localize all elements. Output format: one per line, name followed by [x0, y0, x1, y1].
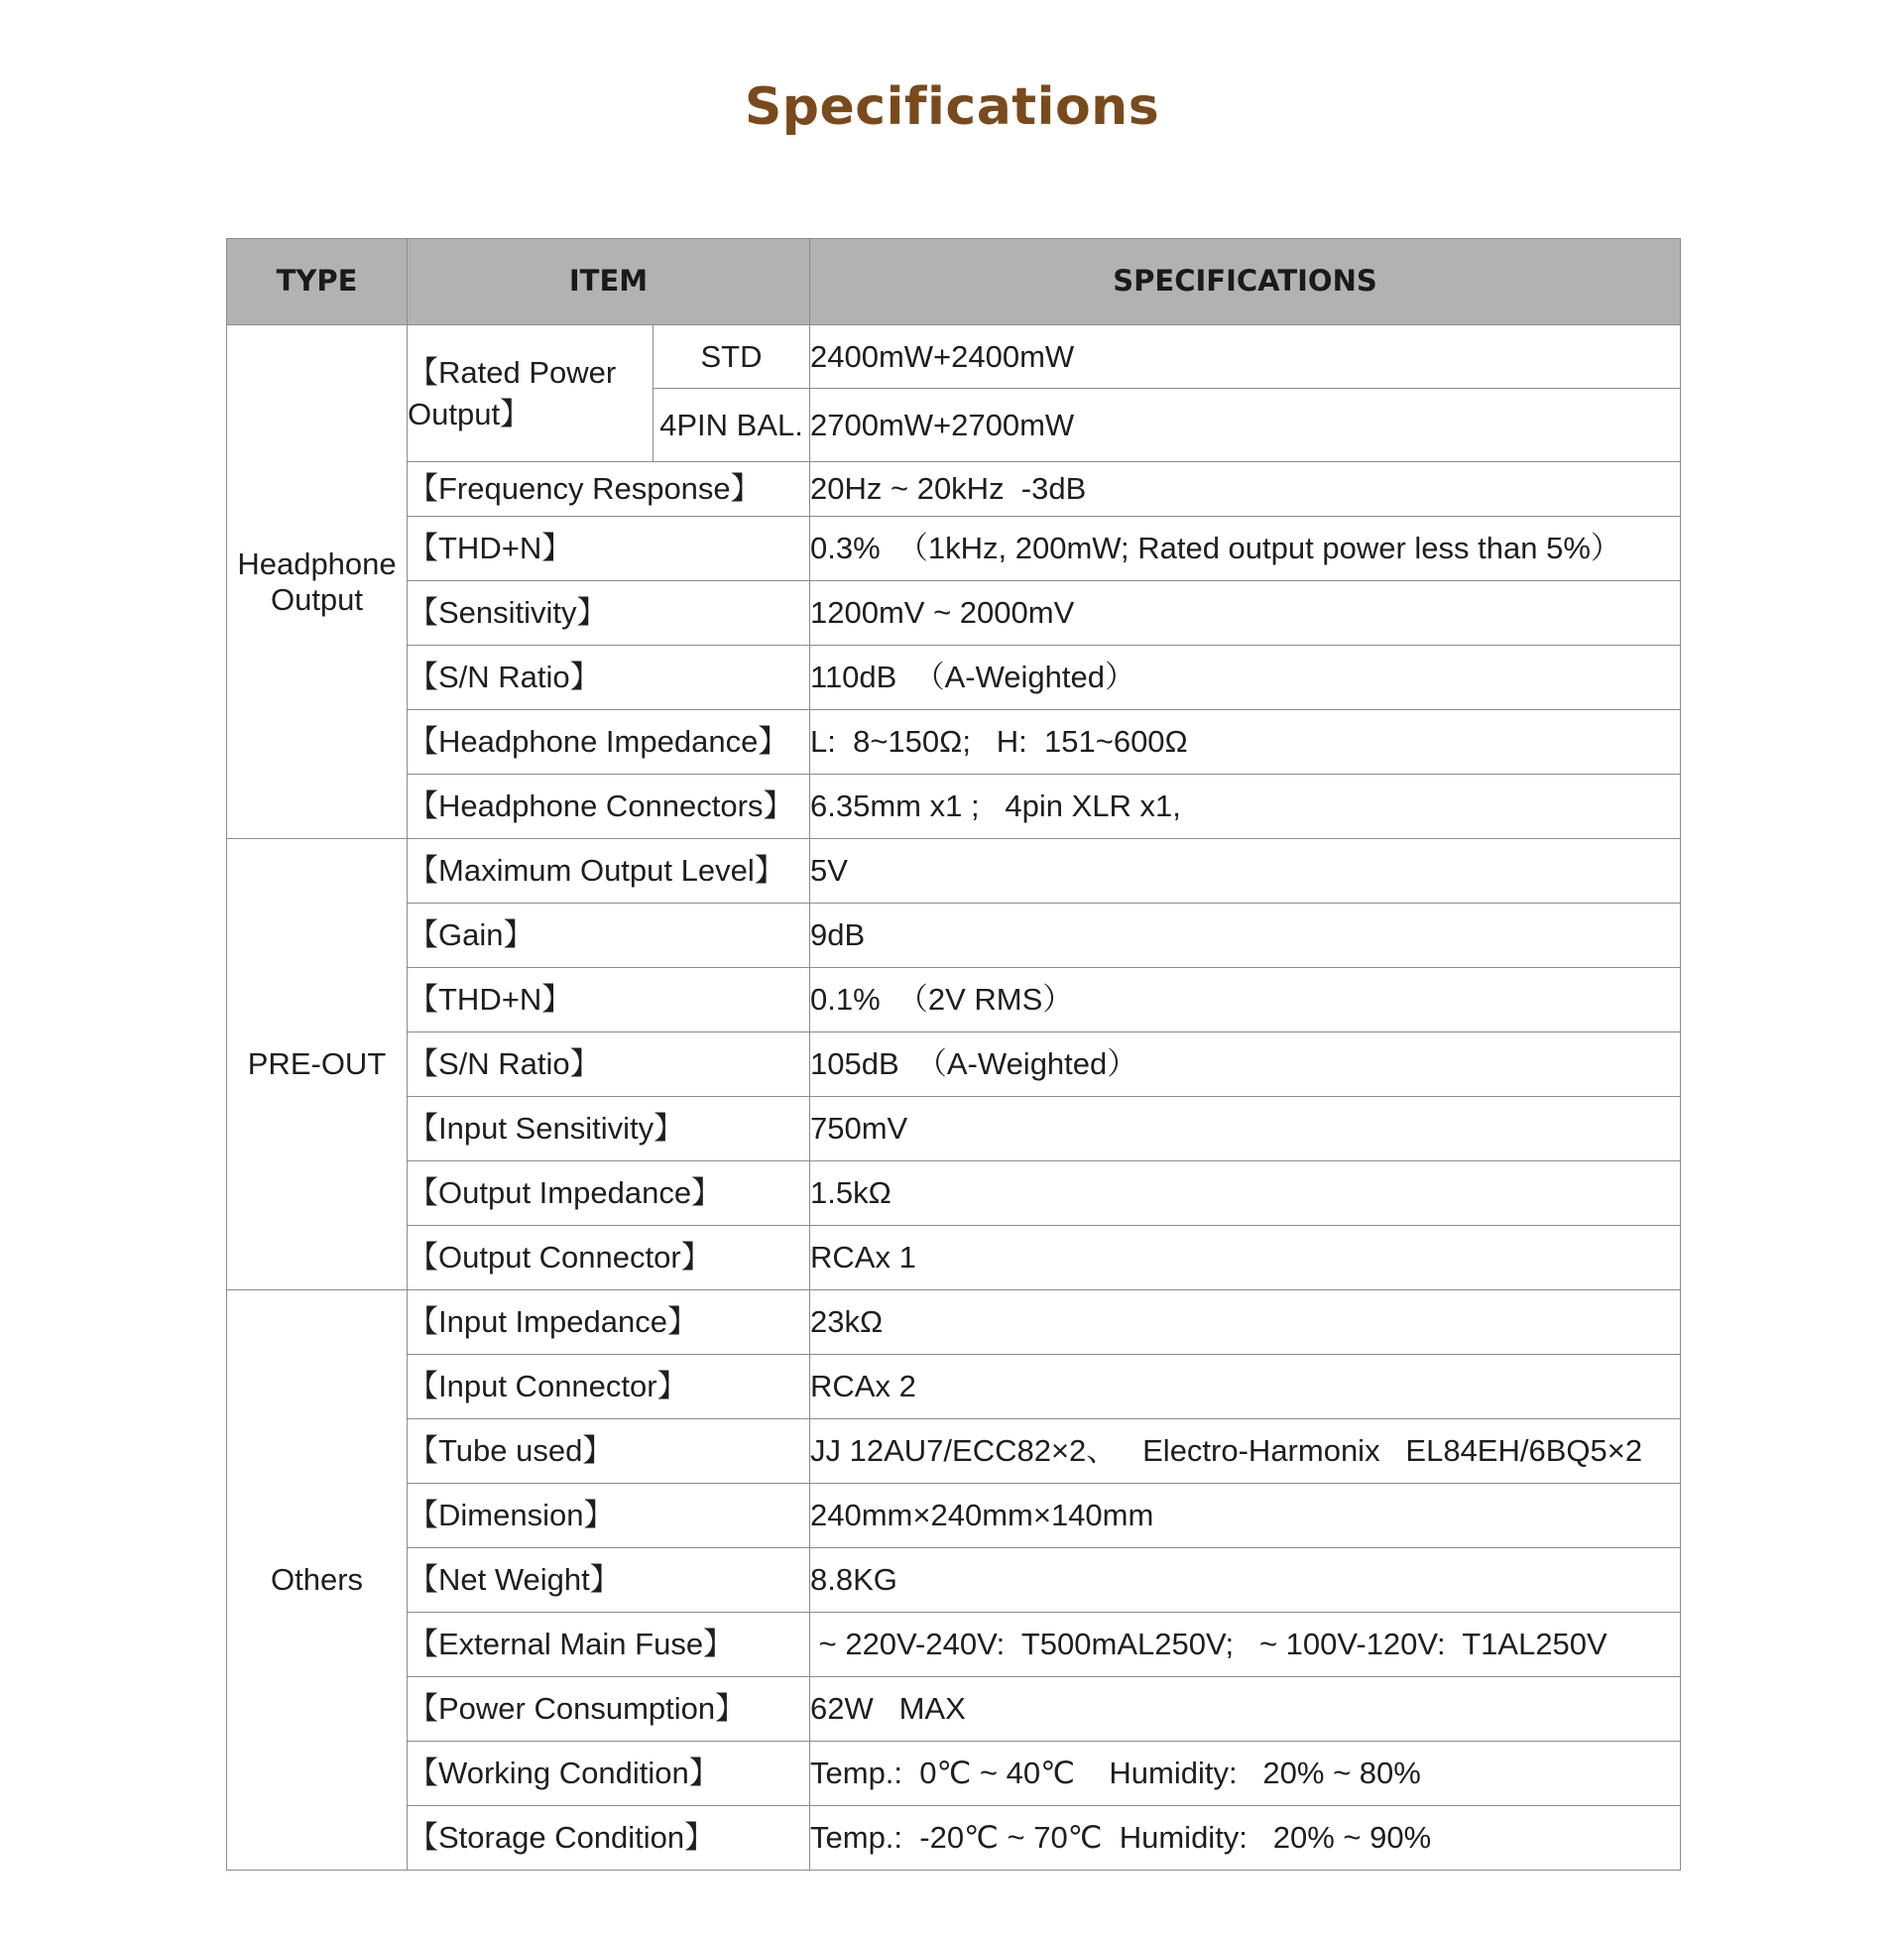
sub-item-std: STD: [654, 325, 810, 389]
item-label: 【Maximum Output Level】: [408, 839, 810, 904]
sub-item-4pin-bal: 4PIN BAL.: [654, 389, 810, 462]
spec-value: RCAx 2: [810, 1355, 1681, 1419]
table-row: [227, 968, 1681, 1032]
item-label: 【Tube used】: [408, 1419, 810, 1484]
item-label: 【Sensitivity】: [408, 581, 810, 646]
table-row: [227, 462, 1681, 517]
table-row: [227, 710, 1681, 775]
item-label: 【Input Sensitivity】: [408, 1097, 810, 1161]
item-label: 【Frequency Response】: [408, 462, 810, 517]
item-label: 【Gain】: [408, 904, 810, 968]
specifications-table: [226, 238, 1681, 1871]
item-label: 【THD+N】: [408, 517, 810, 581]
table-row: [227, 1097, 1681, 1161]
spec-value: 6.35mm x1 ; 4pin XLR x1,: [810, 775, 1681, 839]
table-row: [227, 775, 1681, 839]
spec-value: 1.5kΩ: [810, 1161, 1681, 1226]
table-row: [227, 581, 1681, 646]
item-rated-power-output: 【Rated Power Output】: [408, 325, 654, 462]
table-row: [227, 646, 1681, 710]
item-label: 【Output Connector】: [408, 1226, 810, 1290]
spec-value: 750mV: [810, 1097, 1681, 1161]
table-row: [227, 1613, 1681, 1677]
header-item: ITEM: [408, 239, 810, 325]
table-row: [227, 1226, 1681, 1290]
table-row: [227, 1355, 1681, 1419]
type-headphone-output: Headphone Output: [227, 325, 408, 839]
spec-value: 2400mW+2400mW: [810, 325, 1681, 389]
header-type: TYPE: [227, 239, 408, 325]
table-row: [227, 1677, 1681, 1742]
spec-value: 9dB: [810, 904, 1681, 968]
spec-value: 0.1% （2V RMS）: [810, 968, 1681, 1032]
spec-value: ~ 220V-240V: T500mAL250V; ~ 100V-120V: T1AL250V: [810, 1613, 1681, 1677]
item-label: 【Storage Condition】: [408, 1806, 810, 1871]
item-label: 【Input Impedance】: [408, 1290, 810, 1355]
spec-value: 5V: [810, 839, 1681, 904]
item-label: 【S/N Ratio】: [408, 1032, 810, 1097]
table-row: [227, 517, 1681, 581]
item-label: 【Headphone Impedance】: [408, 710, 810, 775]
table-header-row: [227, 239, 1681, 325]
header-specifications: SPECIFICATIONS: [810, 239, 1681, 325]
spec-value: Temp.: -20℃ ~ 70℃ Humidity: 20% ~ 90%: [810, 1806, 1681, 1871]
spec-value: 0.3% （1kHz, 200mW; Rated output power less than 5%）: [810, 517, 1681, 581]
item-label: 【Working Condition】: [408, 1742, 810, 1806]
table-row: [227, 904, 1681, 968]
spec-value: 110dB （A-Weighted）: [810, 646, 1681, 710]
spec-value: 2700mW+2700mW: [810, 389, 1681, 462]
spec-value: RCAx 1: [810, 1226, 1681, 1290]
type-pre-out: PRE-OUT: [227, 839, 408, 1290]
item-label: 【Dimension】: [408, 1484, 810, 1548]
item-label: 【Power Consumption】: [408, 1677, 810, 1742]
item-label: 【Headphone Connectors】: [408, 775, 810, 839]
spec-value: 105dB （A-Weighted）: [810, 1032, 1681, 1097]
table-row: [227, 1161, 1681, 1226]
spec-value: 62W MAX: [810, 1677, 1681, 1742]
table-row: [227, 1032, 1681, 1097]
item-label: 【Output Impedance】: [408, 1161, 810, 1226]
table-row: [227, 1484, 1681, 1548]
item-label: 【S/N Ratio】: [408, 646, 810, 710]
spec-value: Temp.: 0℃ ~ 40℃ Humidity: 20% ~ 80%: [810, 1742, 1681, 1806]
spec-value: L: 8~150Ω; H: 151~600Ω: [810, 710, 1681, 775]
item-label: 【Input Connector】: [408, 1355, 810, 1419]
table-row: [227, 839, 1681, 904]
item-label: 【External Main Fuse】: [408, 1613, 810, 1677]
table-row: [227, 325, 1681, 389]
table-row: [227, 1290, 1681, 1355]
table-row: [227, 1742, 1681, 1806]
table-row: [227, 1419, 1681, 1484]
page-title: Specifications: [744, 77, 1160, 137]
spec-value: 23kΩ: [810, 1290, 1681, 1355]
type-others: Others: [227, 1290, 408, 1871]
spec-value: 8.8KG: [810, 1548, 1681, 1613]
item-label: 【THD+N】: [408, 968, 810, 1032]
spec-value: 1200mV ~ 2000mV: [810, 581, 1681, 646]
table-row: [227, 1548, 1681, 1613]
item-label: 【Net Weight】: [408, 1548, 810, 1613]
spec-value: 240mm×240mm×140mm: [810, 1484, 1681, 1548]
spec-value: JJ 12AU7/ECC82×2、 Electro-Harmonix EL84EH/6BQ5×2: [810, 1419, 1681, 1484]
spec-value: 20Hz ~ 20kHz -3dB: [810, 462, 1681, 517]
table-row: [227, 1806, 1681, 1871]
